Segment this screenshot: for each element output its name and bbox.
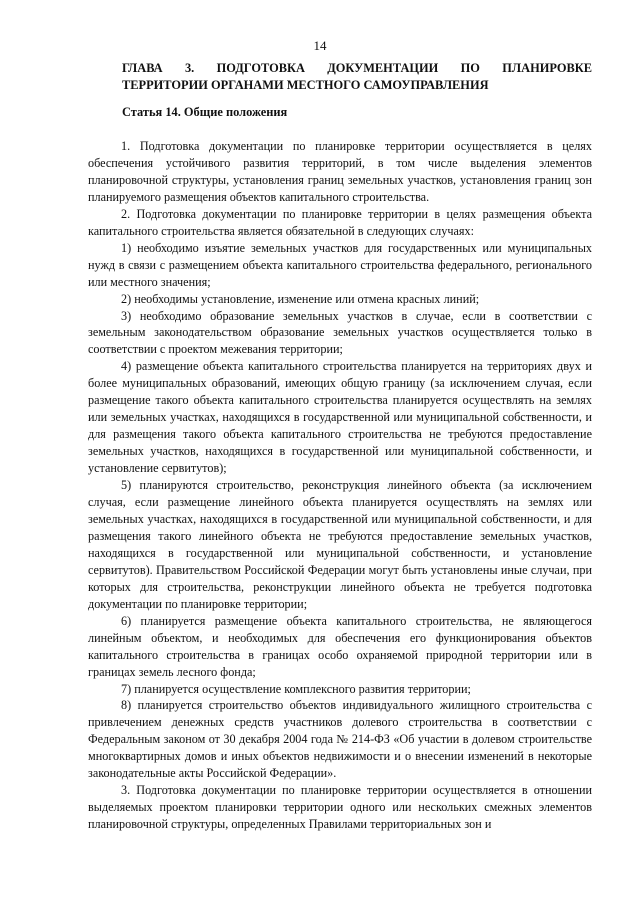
- paragraph-3: 3. Подготовка документации по планировке территории осуществляется в отношении выделяемых проектом планировки территории одного или нескольких смежных элементов планировочной структуры, определенных Правилами территориальных зон и: [88, 783, 592, 832]
- list-item-4: 4) размещение объекта капитального строительства планируется на территориях двух и более муниципальных образований, имеющих общую границу (за исключением случая, если размещение такого объекта капитального строительства планируется осуществлять на землях или земельных участках, находящихся в государственной или муниципальной собственности, и для размещения такого объекта капитального строительства не требуются предоставление земельных участков, находящихся в государственной или муниципальной собственности, и установление сервитутов);: [88, 359, 592, 476]
- chapter-title-line-2: ТЕРРИТОРИИ ОРГАНАМИ МЕСТНОГО САМОУПРАВЛЕНИЯ: [122, 78, 489, 92]
- list-item-7: 7) планируется осуществление комплексного развития территории;: [121, 681, 471, 696]
- list-item-3: 3) необходимо образование земельных участков в случае, если в соответствии с земельным законодательством образование земельных участков осуществляется только в соответствии с проектом межевания территории;: [88, 308, 592, 357]
- list-item-1: 1) необходимо изъятие земельных участков для государственных или муниципальных нужд в связи с размещением объекта капитального строительства федерального, регионального или местного значения;: [88, 240, 592, 289]
- list-item-2: 2) необходимы установление, изменение или отмена красных линий;: [121, 291, 480, 306]
- list-item-8: 8) планируется строительство объектов индивидуального жилищного строительства с привлечением денежных средств участников долевого строительства в соответствии с Федеральным законом от 30 декабря 2004 года № 214-ФЗ «Об участии в долевом строительстве многоквартирных домов и иных объектов недвижимости и о внесении изменений в некоторые законодательные акты Российской Федерации».: [88, 698, 592, 781]
- list-item-6: 6) планируется размещение объекта капитального строительства, не являющегося линейным объектом, и необходимых для обеспечения его функционирования объектов капитального строительства в границах особо охраняемой природной территории или в границах земель лесного фонда;: [88, 613, 592, 679]
- page-number: 14: [313, 38, 327, 53]
- article-title: Статья 14. Общие положения: [122, 105, 288, 119]
- chapter-title-line-1: ГЛАВА 3. ПОДГОТОВКА ДОКУМЕНТАЦИИ ПО ПЛАНИРОВКЕ: [122, 61, 592, 75]
- paragraph-2: 2. Подготовка документации по планировке территории в целях размещения объекта капитального строительства является обязательной в следующих случаях:: [88, 206, 592, 238]
- list-item-5: 5) планируются строительство, реконструкция линейного объекта (за исключением случая, если размещение линейного объекта планируется осуществлять на землях или земельных участках, находящихся в государственной или муниципальной собственности, и для размещения такого линейного объекта не требуются предоставление земельных участков, находящихся в государственной или муниципальной собственности, и установление сервитутов). Правительством Российской Федерации могут быть установлены иные случаи, при которых для строительства, реконструкции линейного объекта не требуется подготовка документации по планировке территории;: [88, 478, 592, 611]
- paragraph-1: 1. Подготовка документации по планировке территории осуществляется в целях обеспечения устойчивого развития территорий, в том числе выделения элементов планировочной структуры, установления границ земельных участков, установления границ зон планируемого размещения объектов капитального строительства.: [88, 139, 592, 204]
- article-body: [88, 138, 592, 833]
- chapter-title: [122, 60, 592, 94]
